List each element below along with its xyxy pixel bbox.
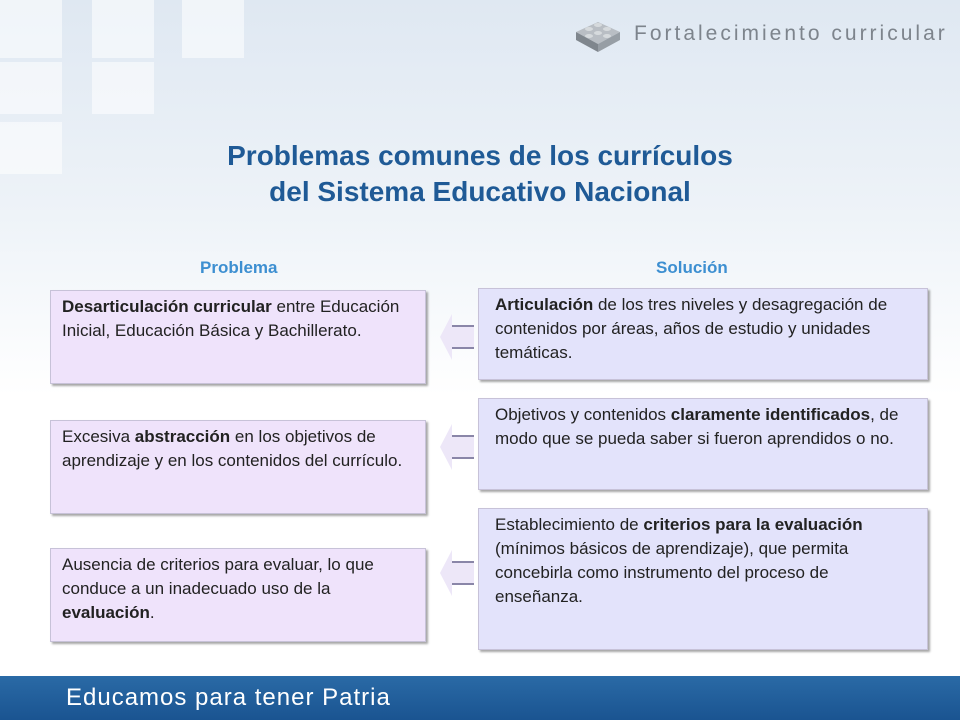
problem-card [50, 420, 426, 514]
problem-card [50, 548, 426, 642]
problem-emphasis: abstracción [134, 427, 231, 446]
solution-text: Objetivos y contenidos [495, 405, 671, 424]
problem-text: . [149, 603, 155, 622]
background-tile [92, 62, 154, 114]
title-line-1: Problemas comunes de los currículos [227, 140, 733, 171]
lego-brick-icon [572, 14, 624, 54]
problem-text: en los objetivos de aprendizaje y en los contenidos del currículo. [62, 427, 403, 470]
problem-emphasis: evaluación [62, 603, 150, 622]
problem-text: Ausencia de criterios para evaluar, lo que conduce a un inadecuado uso de la [62, 555, 374, 598]
left-arrow-icon [440, 424, 474, 470]
column-heading-solution: Solución [656, 258, 728, 277]
brand-header [572, 14, 948, 54]
solution-card [478, 288, 928, 380]
footer-bar [0, 676, 960, 720]
solution-card [478, 508, 928, 650]
background-tile [92, 0, 154, 58]
solution-emphasis: Articulación [495, 295, 594, 314]
brand-title: Fortalecimiento curricular [634, 22, 948, 45]
solution-text: , de modo que se pueda saber si fueron aprendidos o no. [495, 405, 899, 448]
solution-text: de los tres niveles y desagregación de contenidos por áreas, años de estudio y unidades temáticas. [495, 295, 888, 362]
problem-emphasis: Desarticulación curricular [62, 297, 272, 316]
solution-card [478, 398, 928, 490]
page-title [0, 138, 960, 210]
footer-slogan: Educamos para tener Patria [66, 684, 391, 711]
solution-emphasis: criterios para la evaluación [643, 515, 863, 534]
background-tile [182, 0, 244, 58]
left-arrow-icon [440, 550, 474, 596]
problem-text: Excesiva [62, 427, 135, 446]
solution-text: Establecimiento de [495, 515, 644, 534]
left-arrow-icon [440, 314, 474, 360]
solution-text: (mínimos básicos de aprendizaje), que permita concebirla como instrumento del proceso de enseñanza. [495, 539, 849, 606]
solution-emphasis: claramente identificados [670, 405, 871, 424]
problem-text: entre Educación Inicial, Educación Básica y Bachillerato. [62, 297, 400, 340]
problem-card [50, 290, 426, 384]
column-heading-problem: Problema [200, 258, 278, 277]
title-line-2: del Sistema Educativo Nacional [269, 176, 691, 207]
background-tile [0, 62, 62, 114]
background-tile [0, 0, 62, 58]
